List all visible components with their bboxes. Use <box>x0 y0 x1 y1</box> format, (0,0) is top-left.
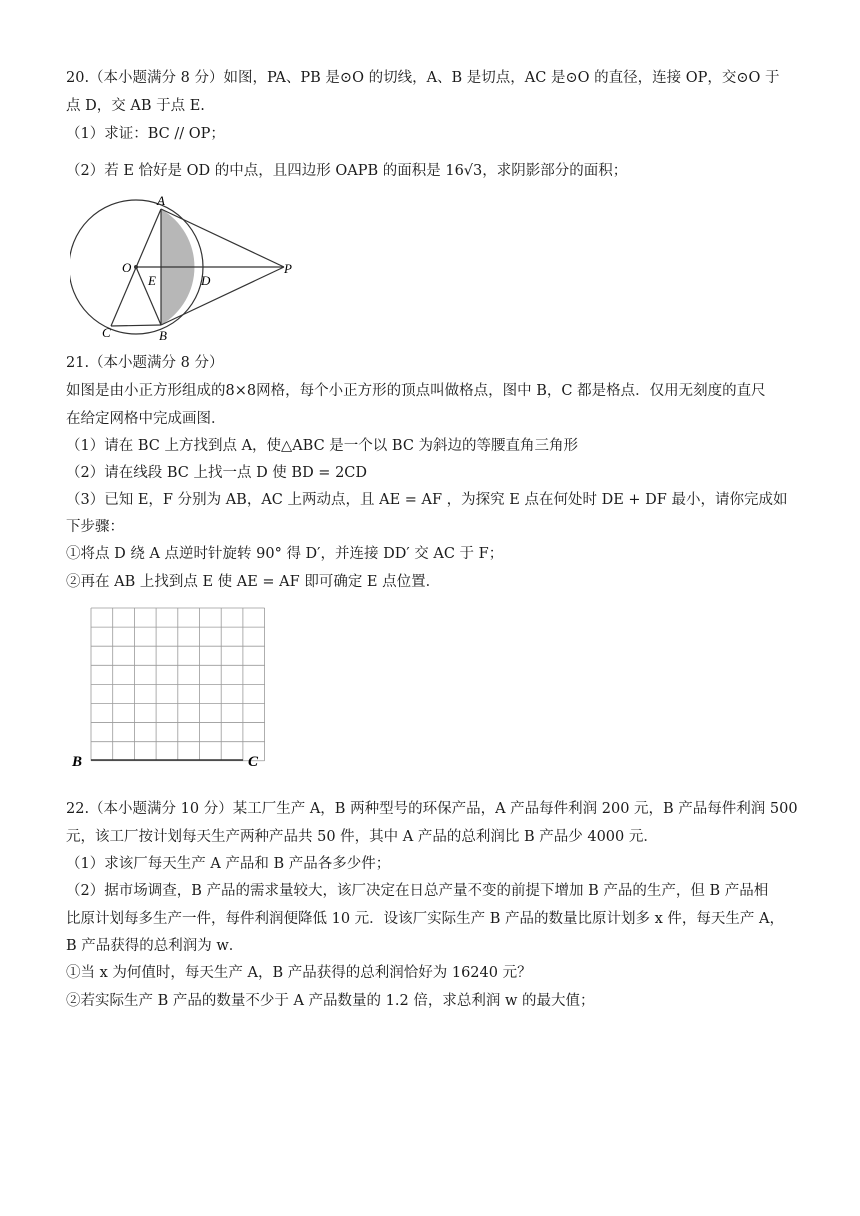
q22-step2: ②若实际生产 B 产品的数量不少于 A 产品数量的 1.2 倍，求总利润 w 的最大值； <box>66 993 595 1009</box>
q21-sub3a: （3）已知 E，F 分别为 AB，AC 上两动点，且 AE = AF ，为探究 E 点在何处时 DE + DF 最小，请你完成如 <box>66 492 788 508</box>
q20-line1: 20.（本小题满分 8 分）如图，PA、PB 是⊙O 的切线，A、B 是切点，AC 是⊙O 的直径，连接 OP，交⊙O 于 <box>66 70 780 86</box>
q21-grid-figure <box>66 600 276 780</box>
q21-intro2: 在给定网格中完成画图． <box>66 411 226 427</box>
label-O: O <box>122 260 132 275</box>
label-P: P <box>284 261 292 276</box>
q20-sub2: （2）若 E 恰好是 OD 的中点，且四边形 OAPB 的面积是 16√3，求阴影部分的面积； <box>66 163 628 179</box>
q21-sub3b: 下步骤： <box>66 519 124 535</box>
q22-sub2c: B 产品获得的总利润为 w． <box>66 938 244 954</box>
q22-sub1: （1）求该厂每天生产 A 产品和 B 产品各多少件； <box>66 856 391 872</box>
q20-circle-tangent-figure <box>70 195 300 345</box>
label-E: E <box>148 273 156 288</box>
q21-step1: ①将点 D 绕 A 点逆时针旋转 90° 得 D′，并连接 DD′ 交 AC 于 F； <box>66 546 504 562</box>
q20-sub1: （1）求证：BC // OP； <box>66 126 225 142</box>
q22-sub2a: （2）据市场调查，B 产品的需求量较大，该厂决定在日总产量不变的前提下增加 B 产品的生产，但 B 产品相 <box>66 883 769 899</box>
q21-intro1: 如图是由小正方形组成的8×8网格，每个小正方形的顶点叫做格点，图中 B，C 都是格点．仅用无刻度的直尺 <box>66 383 766 399</box>
q21-title: 21.（本小题满分 8 分） <box>66 355 224 371</box>
label-B: B <box>159 328 167 343</box>
q21-sub1: （1）请在 BC 上方找到点 A，使△ABC 是一个以 BC 为斜边的等腰直角三角形 <box>66 438 579 454</box>
q22-sub2b: 比原计划每多生产一件，每件利润便降低 10 元．设该厂实际生产 B 产品的数量比原计划多 x 件，每天生产 A， <box>66 911 785 927</box>
grid-lines <box>91 608 265 761</box>
q20-line2: 点 D，交 AB 于点 E. <box>66 98 205 114</box>
label-C: C <box>102 325 111 340</box>
label-A: A <box>157 195 165 208</box>
grid-label-C: C <box>248 754 259 770</box>
q22-line1: 22.（本小题满分 10 分）某工厂生产 A，B 两种型号的环保产品，A 产品每件利润 200 元，B 产品每件利润 500 <box>66 801 798 817</box>
q22-line2: 元，该工厂按计划每天生产两种产品共 50 件，其中 A 产品的总利润比 B 产品少 4000 元． <box>66 829 658 845</box>
q21-sub2: （2）请在线段 BC 上找一点 D 使 BD = 2CD <box>66 465 368 481</box>
label-D: D <box>201 273 211 288</box>
q22-step1: ①当 x 为何值时，每天生产 A，B 产品获得的总利润恰好为 16240 元？ <box>66 965 532 981</box>
q21-step2: ②再在 AB 上找到点 E 使 AE = AF 即可确定 E 点位置． <box>66 574 441 590</box>
grid-label-B: B <box>72 754 83 770</box>
